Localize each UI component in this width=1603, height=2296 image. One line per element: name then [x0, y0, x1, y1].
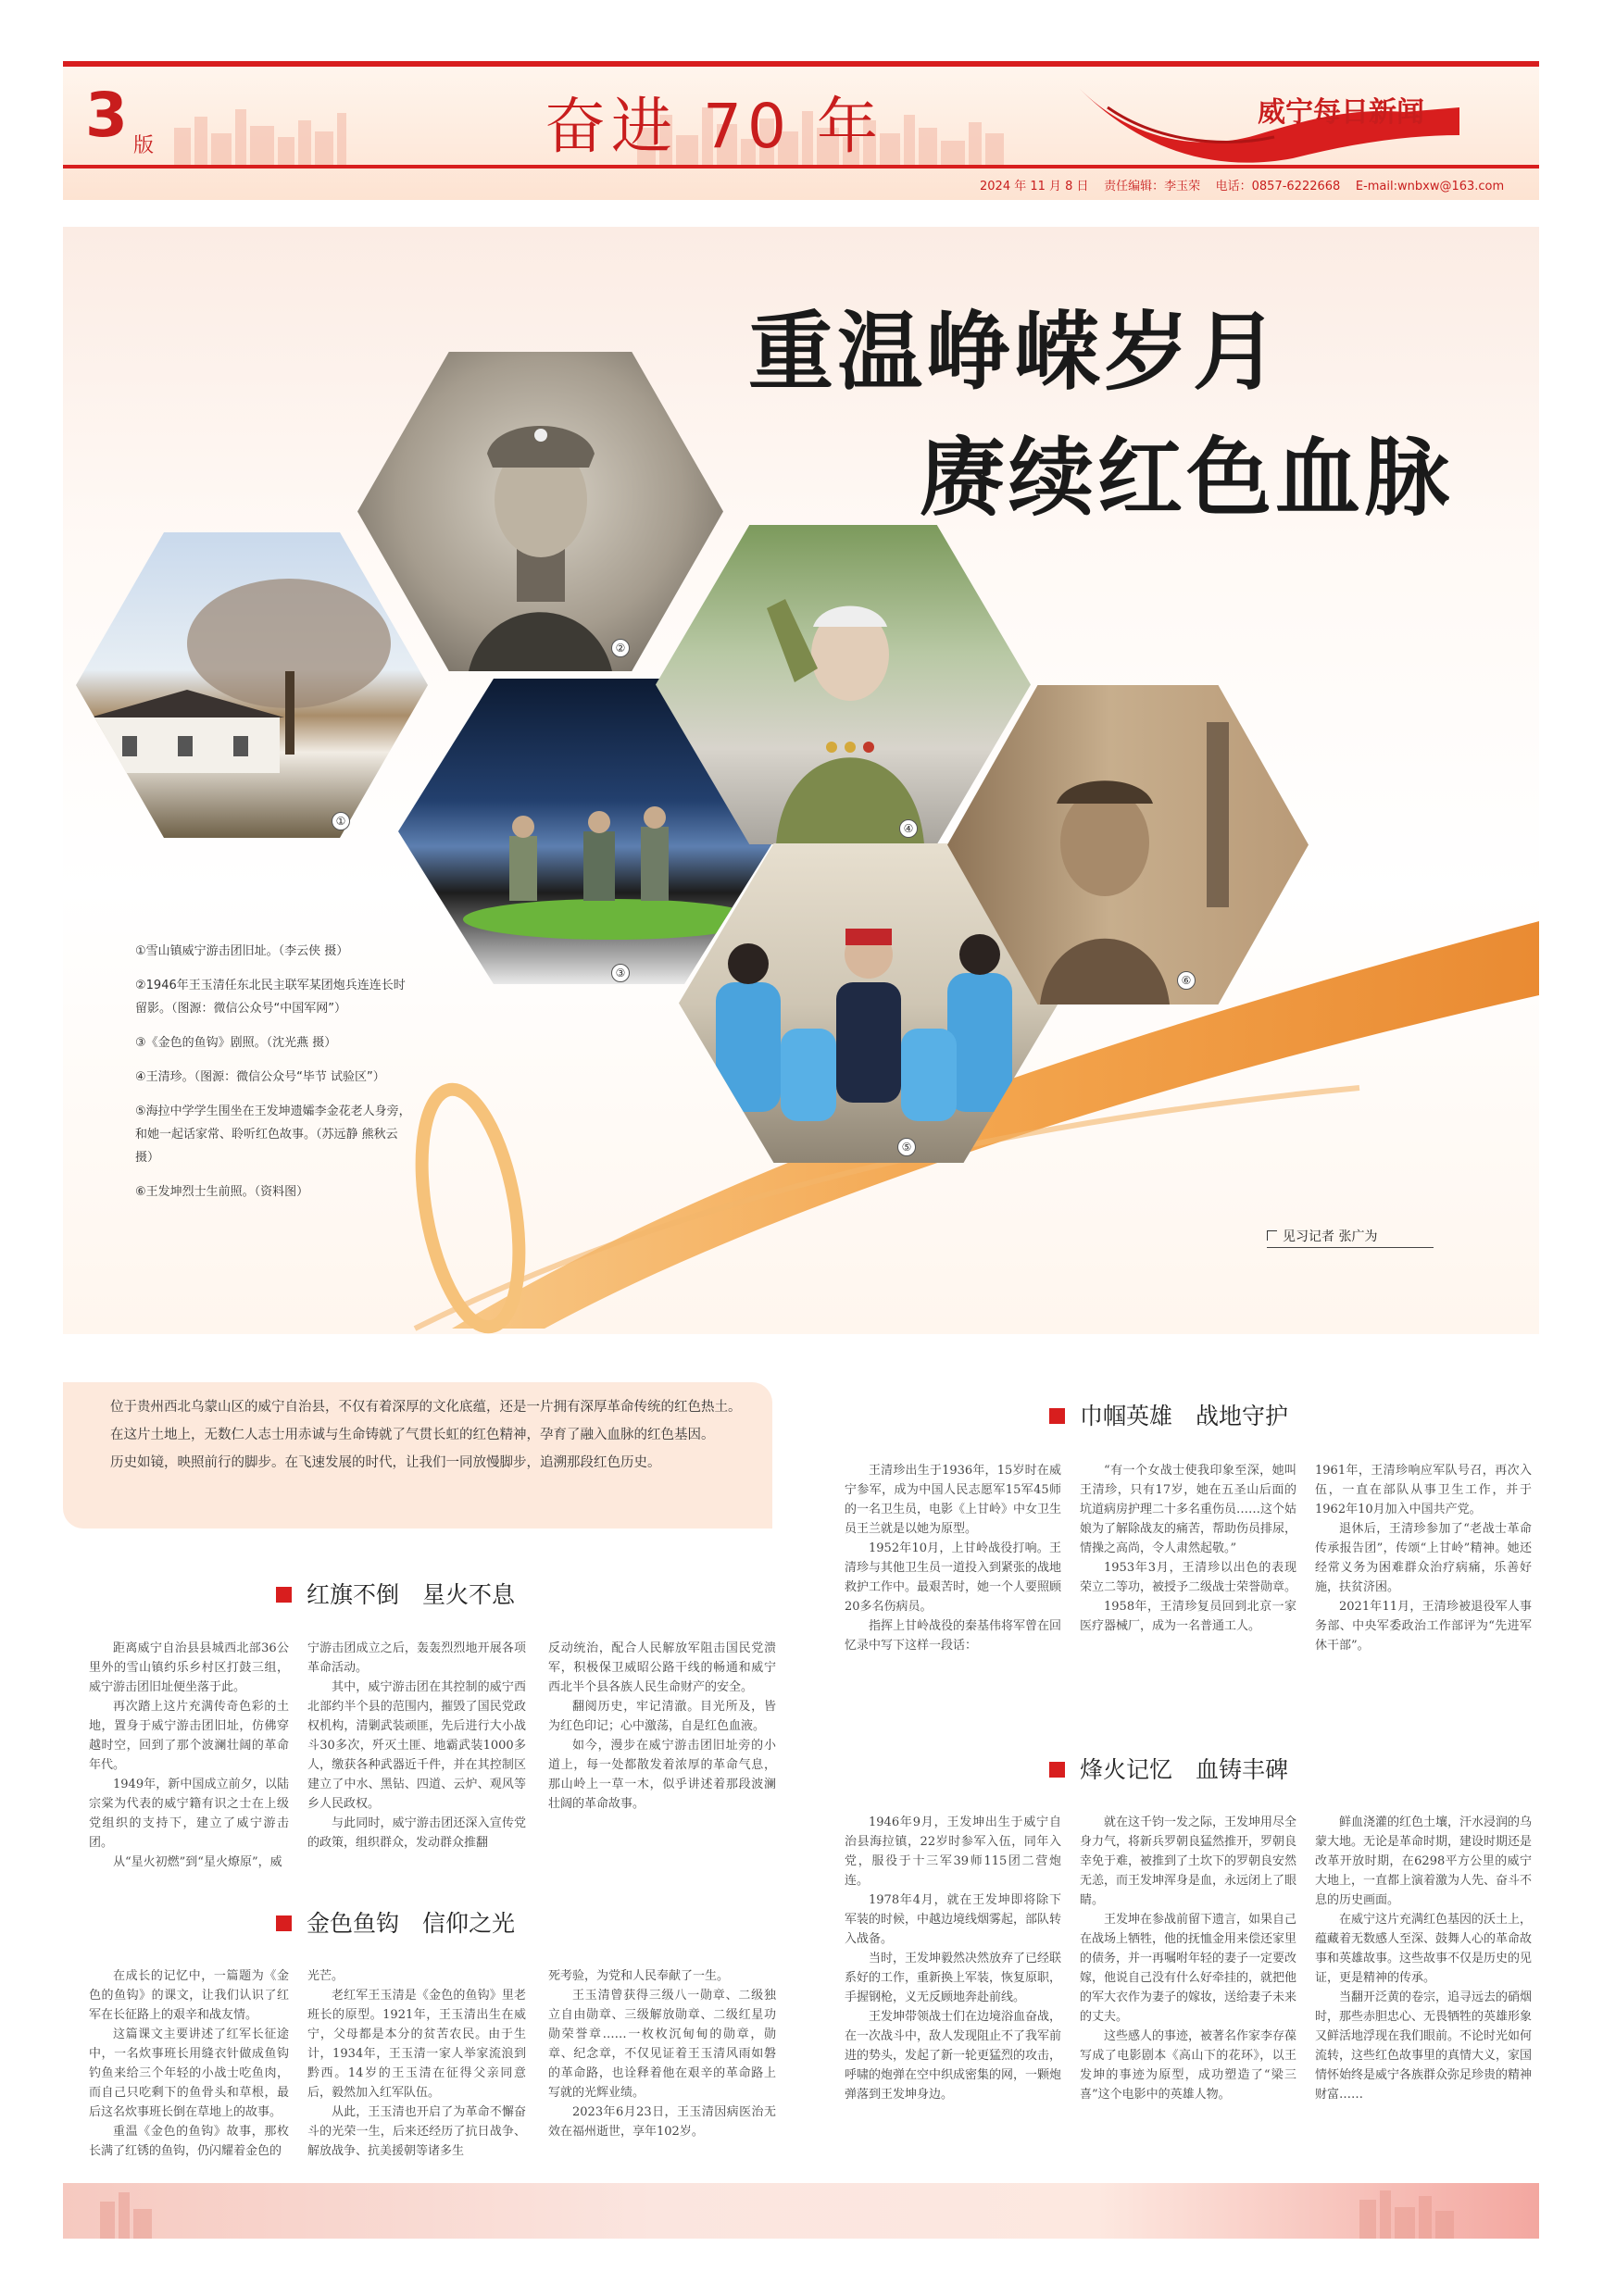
intro-paragraph: 位于贵州西北乌蒙山区的威宁自治县，不仅有着深厚的文化底蕴，还是一片拥有深厚革命传统的红色热土。	[110, 1400, 742, 1415]
intro-paragraph: 在这片土地上，无数仁人志士用赤诚与生命铸就了气贯长虹的红色精神，孕育了融入血脉的红色基因。	[110, 1428, 715, 1442]
page-number: 3	[85, 80, 128, 151]
paragraph: 退休后，王清珍参加了“老战士革命传承报告团”，传颂“上甘岭”精神。她还经常义务为困难群众治疗病痛，乐善好施，扶贫济困。	[1315, 1522, 1532, 1594]
paragraph: 王玉清曾获得三级八一勋章、二级独立自由勋章、三级解放勋章、二级红星功勋荣誉章……一枚枚沉甸甸的勋章，勋章、纪念章，不仅见证着王玉清风雨如磐的革命路，也诠释着他在艰辛的革命路上写就的光辉业绩。	[548, 1989, 776, 2100]
paragraph: 距离威宁自治县县城西北部36公里外的雪山镇约乐乡村区打鼓三组，威宁游击团旧址便坐落于此。	[89, 1641, 289, 1694]
issue-date: 2024 年 11 月 8 日	[980, 180, 1089, 193]
paragraph: 与此同时，威宁游击团还深入宣传党的政策，组织群众，发动群众推翻	[307, 1816, 526, 1850]
masthead-top-rule	[63, 61, 1539, 67]
hero-title-line2: 赓续红色血脉	[920, 429, 1454, 528]
paragraph: “有一个女战士使我印象至深，她叫王清珍，只有17岁，她在五圣山后面的坑道病房护理二十多名重伤员……这个姑娘为了解除战友的痛苦，帮助伤员排尿，情操之高尚，令人肃然起敬。”	[1080, 1464, 1297, 1555]
paragraph: 就在这千钧一发之际，王发坤用尽全身力气，将新兵罗朝良猛然推开，罗朝良幸免于难，被推到了土坎下的罗朝良安然无恙，而王发坤浑身是血，永远闭上了眼睛。	[1080, 1816, 1297, 1907]
s4-column-1	[845, 1813, 1061, 2104]
section-heading-text: 金色鱼钩 信仰之光	[307, 1910, 516, 1937]
byline-mark-icon	[1267, 1230, 1277, 1241]
paragraph: 2021年11月，王清珍被退役军人事务部、中央军委政治工作部评为“先进军休干部”。	[1315, 1600, 1532, 1653]
s1-column-2	[307, 1639, 526, 1853]
phone: 电话：0857-6222668	[1215, 180, 1341, 193]
caption-5: ⑤海拉中学学生围坐在王发坤遗孀李金花老人身旁，和她一起话家常、聆听红色故事。（苏远静 熊秋云 摄）	[135, 1104, 411, 1165]
paragraph: 在威宁这片充满红色基因的沃土上，蕴藏着无数感人至深、鼓舞人心的革命故事和英雄故事。这些故事不仅是历史的见证，更是精神的传承。	[1315, 1913, 1533, 1985]
section-heading-text: 红旗不倒 星火不息	[307, 1581, 516, 1608]
paragraph: 从“星火初燃”到“星火燎原”，威	[113, 1855, 282, 1869]
reporter-name: 见习记者 张广为	[1283, 1229, 1378, 1244]
paragraph: 光芒。	[307, 1969, 344, 1983]
paragraph: 王发坤在参战前留下遗言，如果自己在战场上牺牲，他的抚恤金用来偿还家里的债务，并一再嘱咐年轻的妻子一定要改嫁，他说自己没有什么好牵挂的，就把他的军大衣作为妻子的嫁妆，送给妻子未来的丈夫。	[1080, 1913, 1297, 2024]
caption-4: ④王清珍。（图源：微信公众号“毕节 试验区”）	[135, 1070, 385, 1084]
paragraph: 这篇课文主要讲述了红军长征途中，一名炊事班长用缝衣针做成鱼钩钓鱼来给三个年轻的小战士吃鱼肉，而自己只吃剩下的鱼骨头和草根，最后这名炊事班长倒在草地上的故事。	[89, 2028, 289, 2119]
section-heading-1	[276, 1577, 515, 1610]
caption-1: ①雪山镇威宁游击团旧址。（李云侠 摄）	[135, 944, 349, 958]
paragraph: 1946年9月，王发坤出生于威宁自治县海拉镇，22岁时参军入伍，同年入党，服役于十三军39师115团二营炮连。	[845, 1816, 1061, 1888]
paragraph: 这些感人的事迹，被著名作家李存葆写成了电影剧本《高山下的花环》，以王发坤的事迹为原型，成功塑造了“梁三喜”这个电影中的英雄人物。	[1080, 2029, 1297, 2102]
paragraph: 老红军王玉清是《金色的鱼钩》里老班长的原型。1921年，王玉清出生在威宁，父母都是本分的贫苦农民。由于生计，1934年，王玉清一家人举家流浪到黔西。14岁的王玉清在征得父亲同意后，毅然加入红军队伍。	[307, 1989, 526, 2100]
paragraph: 其中，威宁游击团在其控制的威宁西北部约半个县的范围内，摧毁了国民党政权机构，清剿武装顽匪，先后进行大小战斗30多次，歼灭土匪、地霸武装1000多人，缴获各种武器近千件，并在其控制区建立了中水、黑钻、四道、云炉、观风等乡人民政权。	[307, 1680, 526, 1811]
section-heading-3	[1049, 1398, 1288, 1431]
photo-1-number: ①	[332, 812, 350, 830]
red-square-icon	[276, 1915, 292, 1931]
paragraph: 重温《金色的鱼钩》故事，那枚长满了红锈的鱼钩，仍闪耀着金色的	[89, 2125, 289, 2158]
paragraph: 1953年3月，王清珍以出色的表现荣立二等功，被授予二级战士荣誉勋章。	[1080, 1561, 1297, 1594]
s2-column-2	[307, 1966, 526, 2161]
paragraph: 指挥上甘岭战役的秦基伟将军曾在回忆录中写下这样一段话：	[845, 1619, 1062, 1653]
caption-6: ⑥王发坤烈士生前照。（资料图）	[135, 1185, 309, 1199]
s3-column-1	[845, 1461, 1061, 1655]
paragraph: 当翻开泛黄的卷宗，追寻远去的硝烟时，那些赤胆忠心、无畏牺牲的英雄形象又鲜活地浮现在我们眼前。不论时光如何流转，这些红色故事里的真情大义，家国情怀始终是威宁各族群众弥足珍贵的精神财富……	[1315, 1990, 1533, 2102]
reporter-byline	[1267, 1227, 1434, 1248]
paragraph: 从此，王玉清也开启了为革命不懈奋斗的光荣一生，后来还经历了抗日战争、解放战争、抗美援朝等诸多生	[307, 2105, 526, 2158]
photo-5-number: ⑤	[897, 1138, 916, 1156]
bottom-skyline-decoration	[63, 2183, 1539, 2239]
section-heading-2	[276, 1905, 515, 1939]
section-heading-text: 烽火记忆 血铸丰碑	[1080, 1756, 1289, 1783]
paragraph: 反动统治，配合人民解放军阻击国民党溃军，积极保卫威昭公路干线的畅通和威宁西北半个县各族人民生命财产的安全。	[548, 1641, 776, 1694]
newspaper-name: 威宁每日新闻	[1258, 96, 1424, 129]
s3-column-3	[1315, 1461, 1532, 1655]
photo-captions	[135, 940, 413, 1215]
section-heading-4	[1049, 1752, 1288, 1785]
photo-4-number: ④	[899, 819, 918, 838]
paragraph: 再次踏上这片充满传奇色彩的土地，置身于威宁游击团旧址，仿佛穿越时空，回到了那个波澜壮阔的革命年代。	[89, 1700, 289, 1772]
hero-title-line1: 重温峥嵘岁月	[748, 303, 1283, 402]
edition-info	[980, 176, 1504, 193]
red-square-icon	[1049, 1762, 1065, 1778]
page-suffix: 版	[133, 134, 155, 157]
s3-column-2	[1080, 1461, 1296, 1636]
masthead-bottom-rule	[63, 165, 1539, 168]
paragraph: 当时，王发坤毅然决然放弃了已经联系好的工作，重新换上军装，恢复原职，手握钢枪，义无反顾地奔赴前线。	[845, 1952, 1062, 2004]
s4-column-3	[1315, 1813, 1532, 2104]
soldier-portrait-illustration	[357, 352, 723, 671]
photo-3-number: ③	[611, 964, 630, 982]
caption-3: ③《金色的鱼钩》剧照。（沈光燕 摄）	[135, 1036, 337, 1050]
paragraph: 1949年，新中国成立前夕，以陆宗棠为代表的威宁籍有识之士在上级党组织的支持下，建立了威宁游击团。	[89, 1778, 289, 1850]
paragraph: 如今，漫步在威宁游击团旧址旁的小道上，每一处都散发着浓厚的革命气息，那山岭上一草一木，似乎讲述着那段波澜壮阔的革命故事。	[548, 1739, 776, 1811]
s1-column-3	[548, 1639, 776, 1814]
photo-2-wang-yuqing-portrait	[357, 352, 723, 671]
s1-column-1	[89, 1639, 289, 1872]
s2-column-1	[89, 1966, 289, 2161]
red-square-icon	[1049, 1408, 1065, 1424]
photo-6-number: ⑥	[1177, 971, 1196, 990]
paragraph: 1952年10月，上甘岭战役打响。王清珍与其他卫生员一道投入到紧张的战地救护工作中。最艰苦时，她一个人要照顾20多名伤病员。	[845, 1541, 1062, 1614]
caption-2: ②1946年王玉清任东北民主联军某团炮兵连连长时留影。（图源：微信公众号“中国军网”）	[135, 979, 406, 1016]
red-square-icon	[276, 1587, 292, 1603]
paragraph: 死考验，为党和人民奉献了一生。	[548, 1969, 730, 1983]
section-heading-text: 巾帼英雄 战地守护	[1080, 1403, 1289, 1429]
paragraph: 鲜血浇灌的红色土壤，汗水浸润的乌蒙大地。无论是革命时期，建设时期还是改革开放时期，在6298平方公里的威宁大地上，一直都上演着激为人先、奋斗不息的历史画面。	[1315, 1816, 1533, 1907]
email: E-mail:wnbxw@163.com	[1355, 180, 1505, 193]
paragraph: 在成长的记忆中，一篇题为《金色的鱼钩》的课文，让我们认识了红军在长征路上的艰辛和战友情。	[89, 1969, 289, 2022]
masthead	[63, 61, 1539, 200]
paragraph: 1978年4月，就在王发坤即将除下军装的时候，中越边境线烟雾起，部队转入战备。	[845, 1893, 1062, 1946]
s2-column-3	[548, 1966, 776, 2141]
paragraph: 王发坤带领战士们在边境浴血奋战，在一次战斗中，敌人发现阻止不了我军前进的势头，发起了新一轮更猛烈的攻击，呼啸的炮弹在空中织成密集的网，一颗炮弹落到王发坤身边。	[845, 2010, 1062, 2102]
paragraph: 翻阅历史，牢记清澈。目光所及，皆为红色印记；心中激荡，自是红色血液。	[548, 1700, 776, 1733]
photo-2-number: ②	[611, 639, 630, 657]
hero-feature	[63, 227, 1539, 1334]
section-title: 奋进 70 年	[545, 91, 883, 162]
paragraph: 1958年，王清珍复员回到北京一家医疗器械厂，成为一名普通工人。	[1080, 1600, 1296, 1633]
intro-paragraph: 历史如镜，映照前行的脚步。在飞速发展的时代，让我们一同放慢脚步，追溯那段红色历史。	[110, 1455, 661, 1470]
editor: 责任编辑：李玉荣	[1104, 180, 1201, 193]
paragraph: 王清珍出生于1936年，15岁时在威宁参军，成为中国人民志愿军15军45师的一名卫生员，电影《上甘岭》中女卫生员王兰就是以她为原型。	[845, 1464, 1062, 1536]
paragraph: 1961年，王清珍响应军队号召，再次入伍，一直在部队从事卫生工作，并于1962年10月加入中国共产党。	[1315, 1464, 1532, 1516]
intro-box	[63, 1382, 772, 1529]
bottom-decoration-band	[63, 2183, 1539, 2239]
paragraph: 2023年6月23日，王玉清因病医治无效在福州逝世，享年102岁。	[548, 2105, 776, 2139]
s4-column-2	[1080, 1813, 1296, 2104]
paragraph: 宁游击团成立之后，轰轰烈烈地开展各项革命活动。	[307, 1641, 526, 1675]
